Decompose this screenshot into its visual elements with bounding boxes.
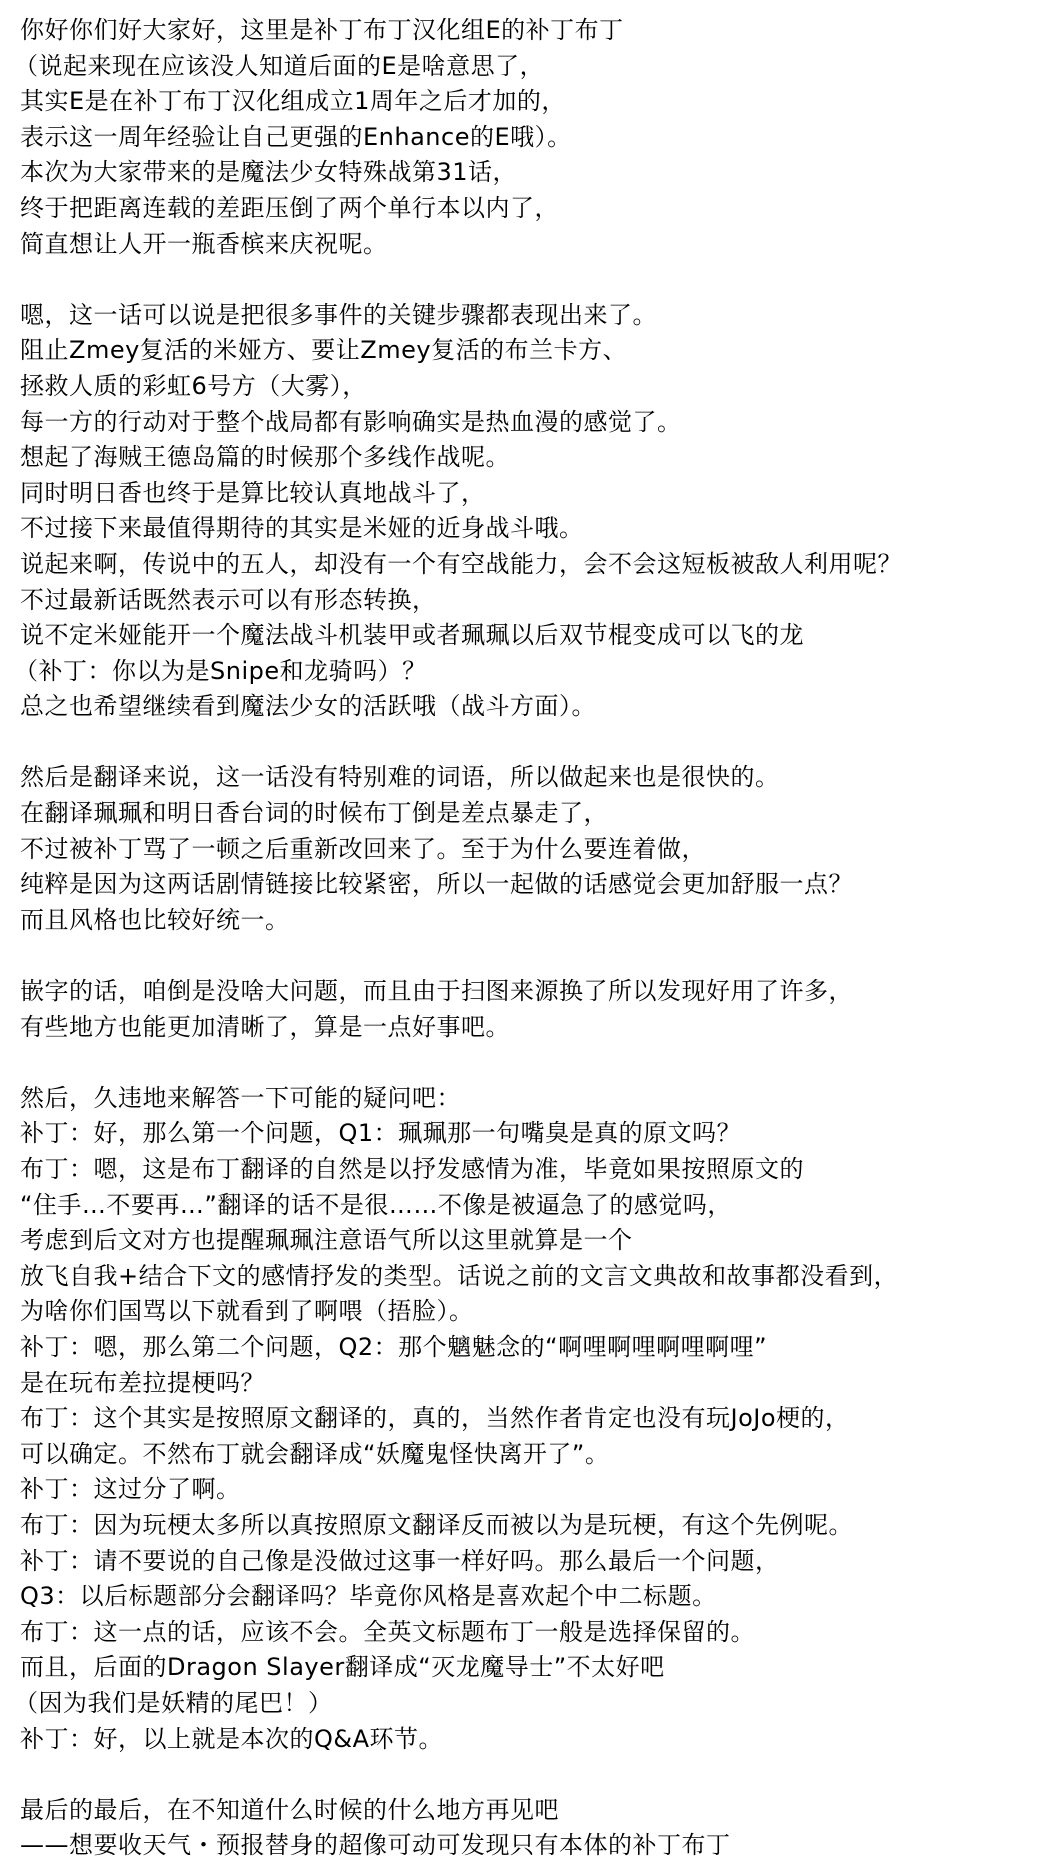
text-line: 补丁：请不要说的自己像是没做过这事一样好吗。那么最后一个问题，: [20, 1546, 780, 1575]
text-line: 纯粹是因为这两话剧情链接比较紧密，所以一起做的话感觉会更加舒服一点？: [20, 870, 853, 899]
text-line: 然后，久违地来解答一下可能的疑问吧：: [20, 1083, 461, 1112]
paragraph-translation: [20, 760, 1058, 938]
text-line: 在翻译珮珮和明日香台词的时候布丁倒是差点暴走了，: [20, 799, 608, 828]
text-line: 简直想让人开一瓶香槟来庆祝呢。: [20, 229, 388, 258]
text-line: （补丁：你以为是Snipe和龙骑吗）？: [14, 656, 427, 685]
text-line: 补丁：嗯，那么第二个问题，Q2：那个魑魅念的“啊哩啊哩啊哩啊哩”: [20, 1332, 768, 1361]
text-line: 是在玩布差拉提梗吗？: [20, 1368, 265, 1397]
text-line: （说起来现在应该没人知道后面的E是啥意思了，: [14, 51, 545, 80]
text-line: Q3：以后标题部分会翻译吗？毕竟你风格是喜欢起个中二标题。: [20, 1582, 717, 1611]
text-line: 说不定米娅能开一个魔法战斗机装甲或者珮珮以后双节棍变成可以飞的龙: [20, 621, 804, 650]
text-line: 嗯，这一话可以说是把很多事件的关键步骤都表现出来了。: [20, 300, 657, 329]
text-line: 布丁：因为玩梗太多所以真按照原文翻译反而被以为是玩梗，有这个先例呢。: [20, 1510, 853, 1539]
text-line: 说起来啊，传说中的五人，却没有一个有空战能力，会不会这短板被敌人利用呢？: [20, 549, 902, 578]
text-line: 不过接下来最值得期待的其实是米娅的近身战斗哦。: [20, 514, 584, 543]
text-line: 嵌字的话，咱倒是没啥大问题，而且由于扫图来源换了所以发现好用了许多，: [20, 977, 853, 1006]
text-line: 补丁：好，以上就是本次的Q&A环节。: [20, 1724, 444, 1753]
paragraph-gap: [20, 725, 1058, 761]
text-line: 表示这一周年经验让自己更强的Enhance的E哦）。: [20, 122, 572, 151]
text-line: 终于把距离连载的差距压倒了两个单行本以内了，: [20, 193, 559, 222]
text-line: “住手…不要再…”翻译的话不是很……不像是被逼急了的感觉吗，: [20, 1190, 732, 1219]
text-line: 最后的最后，在不知道什么时候的什么地方再见吧: [20, 1795, 559, 1824]
text-line: 其实E是在补丁布丁汉化组成立1周年之后才加的，: [20, 87, 566, 116]
text-line: 可以确定。不然布丁就会翻译成“妖魔鬼怪快离开了”。: [20, 1439, 610, 1468]
paragraph-gap: [20, 938, 1058, 974]
text-line: 为啥你们国骂以下就看到了啊喂（捂脸）。: [20, 1297, 474, 1326]
paragraph-closing: [20, 1793, 1058, 1864]
text-line: 拯救人质的彩虹6号方（大雾），: [20, 371, 367, 400]
text-line: 考虑到后文对方也提醒珮珮注意语气所以这里就算是一个: [20, 1226, 633, 1255]
text-line: 你好你们好大家好，这里是补丁布丁汉化组E的补丁布丁: [20, 16, 624, 44]
text-line: 补丁：这过分了啊。: [20, 1475, 241, 1504]
paragraph-typesetting: [20, 974, 1058, 1045]
text-line: 然后是翻译来说，这一话没有特别难的词语，所以做起来也是很快的。: [20, 763, 780, 792]
paragraph-story: [14, 298, 1058, 725]
text-line: 补丁：好，那么第一个问题，Q1：珮珮那一句嘴臭是真的原文吗？: [20, 1119, 742, 1148]
text-line: 布丁：这一点的话，应该不会。全英文标题布丁一般是选择保留的。: [20, 1617, 755, 1646]
text-line: 每一方的行动对于整个战局都有影响确实是热血漫的感觉了。: [20, 407, 682, 436]
text-line: 同时明日香也终于是算比较认真地战斗了，: [20, 478, 486, 507]
text-line: 有些地方也能更加清晰了，算是一点好事吧。: [20, 1012, 510, 1041]
paragraph-qa: [14, 1081, 1058, 1757]
text-line: 总之也希望继续看到魔法少女的活跃哦（战斗方面）。: [20, 692, 596, 721]
text-line: 而且，后面的Dragon Slayer翻译成“灭龙魔导士”不太好吧: [20, 1653, 665, 1682]
text-line: 布丁：这个其实是按照原文翻译的，真的，当然作者肯定也没有玩JoJo梗的，: [20, 1404, 850, 1433]
signature-line: ——想要收天气・预报替身的超像可动可发现只有本体的补丁布丁: [20, 1831, 731, 1860]
paragraph-gap: [20, 262, 1058, 298]
text-line: 想起了海贼王德岛篇的时候那个多线作战呢。: [20, 443, 510, 472]
text-line: （因为我们是妖精的尾巴！）: [14, 1688, 333, 1717]
paragraph-gap: [20, 1757, 1058, 1793]
text-line: 不过最新话既然表示可以有形态转换，: [20, 585, 437, 614]
text-line: 而且风格也比较好统一。: [20, 905, 290, 934]
paragraph-intro: [14, 13, 1058, 262]
text-line: 放飞自我+结合下文的感情抒发的类型。话说之前的文言文典故和故事都没看到，: [20, 1261, 899, 1290]
paragraph-gap: [20, 1045, 1058, 1081]
text-line: 本次为大家带来的是魔法少女特殊战第31话，: [20, 158, 518, 187]
text-line: 阻止Zmey复活的米娅方、要让Zmey复活的布兰卡方、: [20, 336, 628, 365]
text-line: 布丁：嗯，这是布丁翻译的自然是以抒发感情为准，毕竟如果按照原文的: [20, 1155, 804, 1183]
text-line: 不过被补丁骂了一顿之后重新改回来了。至于为什么要连着做，: [20, 834, 706, 863]
